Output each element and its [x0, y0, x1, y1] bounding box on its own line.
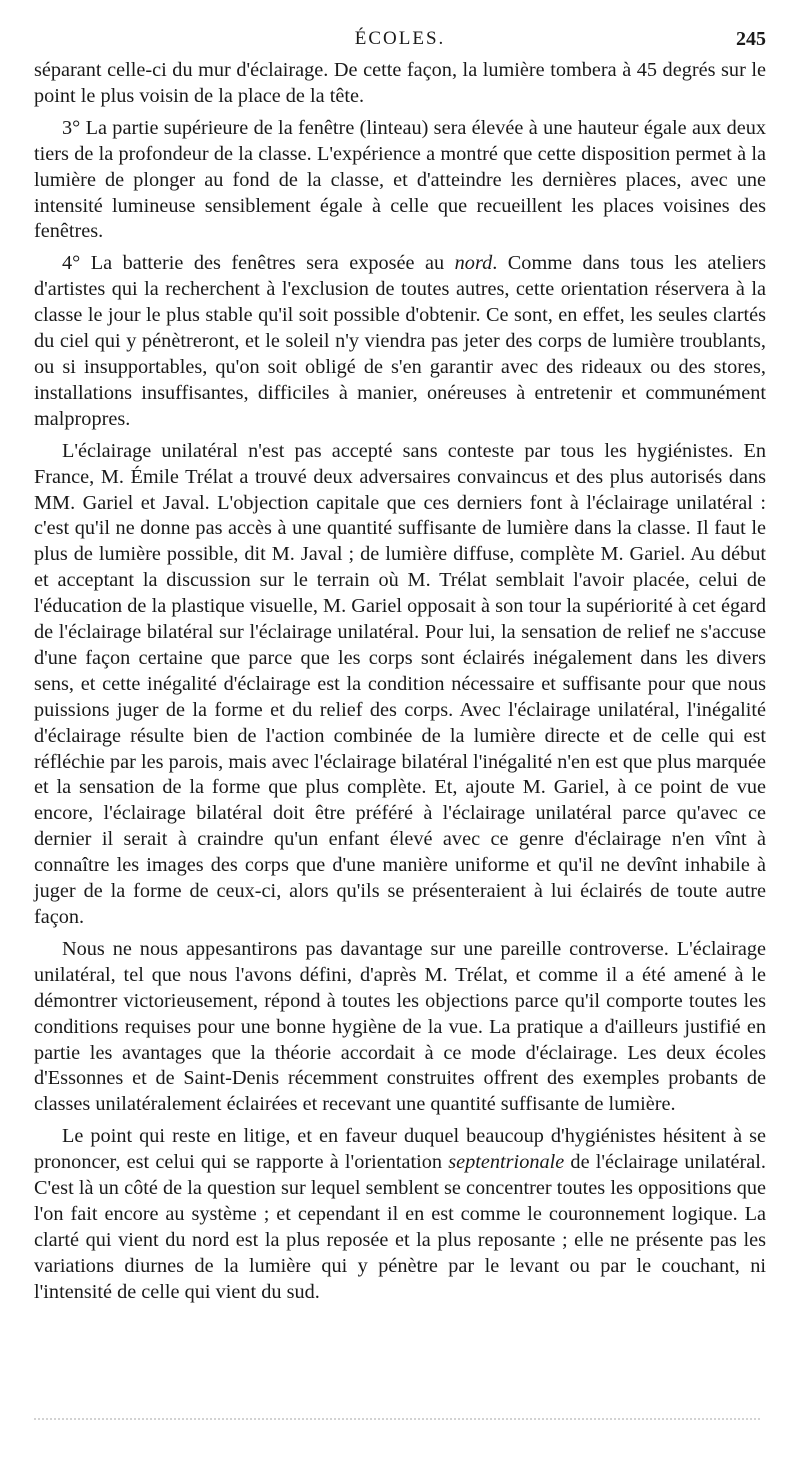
paragraph-item-4	[34, 251, 766, 432]
body-text	[34, 58, 766, 1306]
running-head: ÉCOLES.	[354, 28, 446, 49]
paragraph-text: . Comme dans tous les ateliers d'artistes qui la recherchent à l'exclusion de toutes autres, cette orientation réservera à la classe le jour le plus stable qu'il soit possible d'obtenir. Ce sont, en effet, les seules clartés du ciel qui y pénètreront, et le soleil n'y viendra pas jeter des corps de lumière troublants, ou si insupportables, qu'on soit obligé de s'en garantir avec des rideaux ou des stores, installations insuffisantes, difficiles à manier, onéreuses à entretenir et communément malpropres.	[34, 252, 766, 430]
paragraph-orientation	[34, 1124, 766, 1305]
emphasis-septentrionale: septentrionale	[448, 1151, 565, 1174]
page-header	[34, 26, 766, 58]
page-number: 245	[736, 28, 766, 50]
book-page	[34, 26, 766, 1312]
paragraph-item-3: 3° La partie supérieure de la fenêtre (linteau) sera élevée à une hauteur égale aux deux tiers de la profondeur de la classe. L'expérience a montré que cette disposition permet à la lumière de plonger au fond de la classe, et d'atteindre les dernières places, avec une intensité lumineuse sensiblement égale à celle que recueillent les places voisines des fenêtres.	[34, 116, 766, 243]
paragraph-unilateral-debate: L'éclairage unilatéral n'est pas accepté sans conteste par tous les hygiénistes. En France, M. Émile Trélat a trouvé deux adversaires convaincus et des plus autorisés dans MM. Gariel et Javal. L'objection capitale que ces derniers font à l'éclairage unilatéral : c'est qu'il ne donne pas accès à une quantité suffisante de lumière dans la classe. Il faut le plus de lumière possible, dit M. Javal ; de lumière diffuse, complète M. Gariel. Au début et acceptant la discussion sur le terrain où M. Trélat semblait l'avoir placée, celui de l'éducation de la plastique visuelle, M. Gariel opposait à son tour la supériorité à cet égard de l'éclairage bilatéral sur l'éclairage unilatéral. Pour lui, la sensation de relief ne s'accuse d'une façon certaine que parce que les corps sont éclairés inégalement dans les divers sens, et cette inégalité d'éclairage est la condition nécessaire et suffisante pour que nous puissions juger de la forme et du relief des corps. Avec l'éclairage unilatéral, l'inégalité d'éclairage résulte bien de l'action combinée de la lumière directe et de celle qui est réfléchie par les parois, mais avec l'éclairage bilatéral l'inégalité n'en est que plus marquée et la sensation de la forme que plus complète. Et, ajoute M. Gariel, à ce point de vue encore, l'éclairage bilatéral doit être préféré à l'éclairage unilatéral parce qu'avec ce dernier il serait à craindre qu'un enfant élevé avec ce genre d'éclairage n'en vînt à connaître les images des corps que d'une manière uniforme et qu'il ne devînt inhabile à juger de la forme de ceux-ci, alors qu'ils se présenteraient à lui éclairés de toute autre façon.	[34, 439, 766, 928]
paragraph-continuation: séparant celle-ci du mur d'éclairage. De cette façon, la lumière tombera à 45 degrés sur le point le plus voisin de la place de la tête.	[34, 59, 766, 107]
paragraph-text: 4° La batterie des fenêtres sera exposée au	[62, 252, 455, 275]
paragraph-text: Le point qui reste en litige, et en faveur duquel beaucoup d'hygiénistes hésitent à se prononcer, est celui qui se rapporte à l'orientation	[34, 1125, 766, 1174]
paragraph-text: de l'éclairage unilatéral. C'est là un côté de la question sur lequel semblent se concentrer toutes les oppositions que l'on fait encore au système ; et cependant il en est comme le couronnement logique. La clarté qui vient du nord est la plus reposée et la plus reposante ; elle ne présente pas les variations diurnes de la lumière qui y pénètre par le levant ou par le couchant, ni l'intensité de celle qui vient du sud.	[34, 1151, 766, 1303]
paragraph-controversy: Nous ne nous appesantirons pas davantage sur une pareille controverse. L'éclairage unilatéral, tel que nous l'avons défini, d'après M. Trélat, et comme il a été amené à le démontrer victorieusement, répond à toutes les objections parce qu'il comporte toutes les conditions requises pour une bonne hygiène de la vue. La pratique a d'ailleurs justifié en partie les avantages que la théorie accordait à ce mode d'éclairage. Les deux écoles d'Essonnes et de Saint-Denis récemment construites offrent des exemples probants de classes unilatéralement éclairées et recevant une quantité suffisante de lumière.	[34, 937, 766, 1116]
emphasis-nord: nord	[454, 252, 493, 275]
page-bottom-artifact	[34, 1418, 760, 1428]
